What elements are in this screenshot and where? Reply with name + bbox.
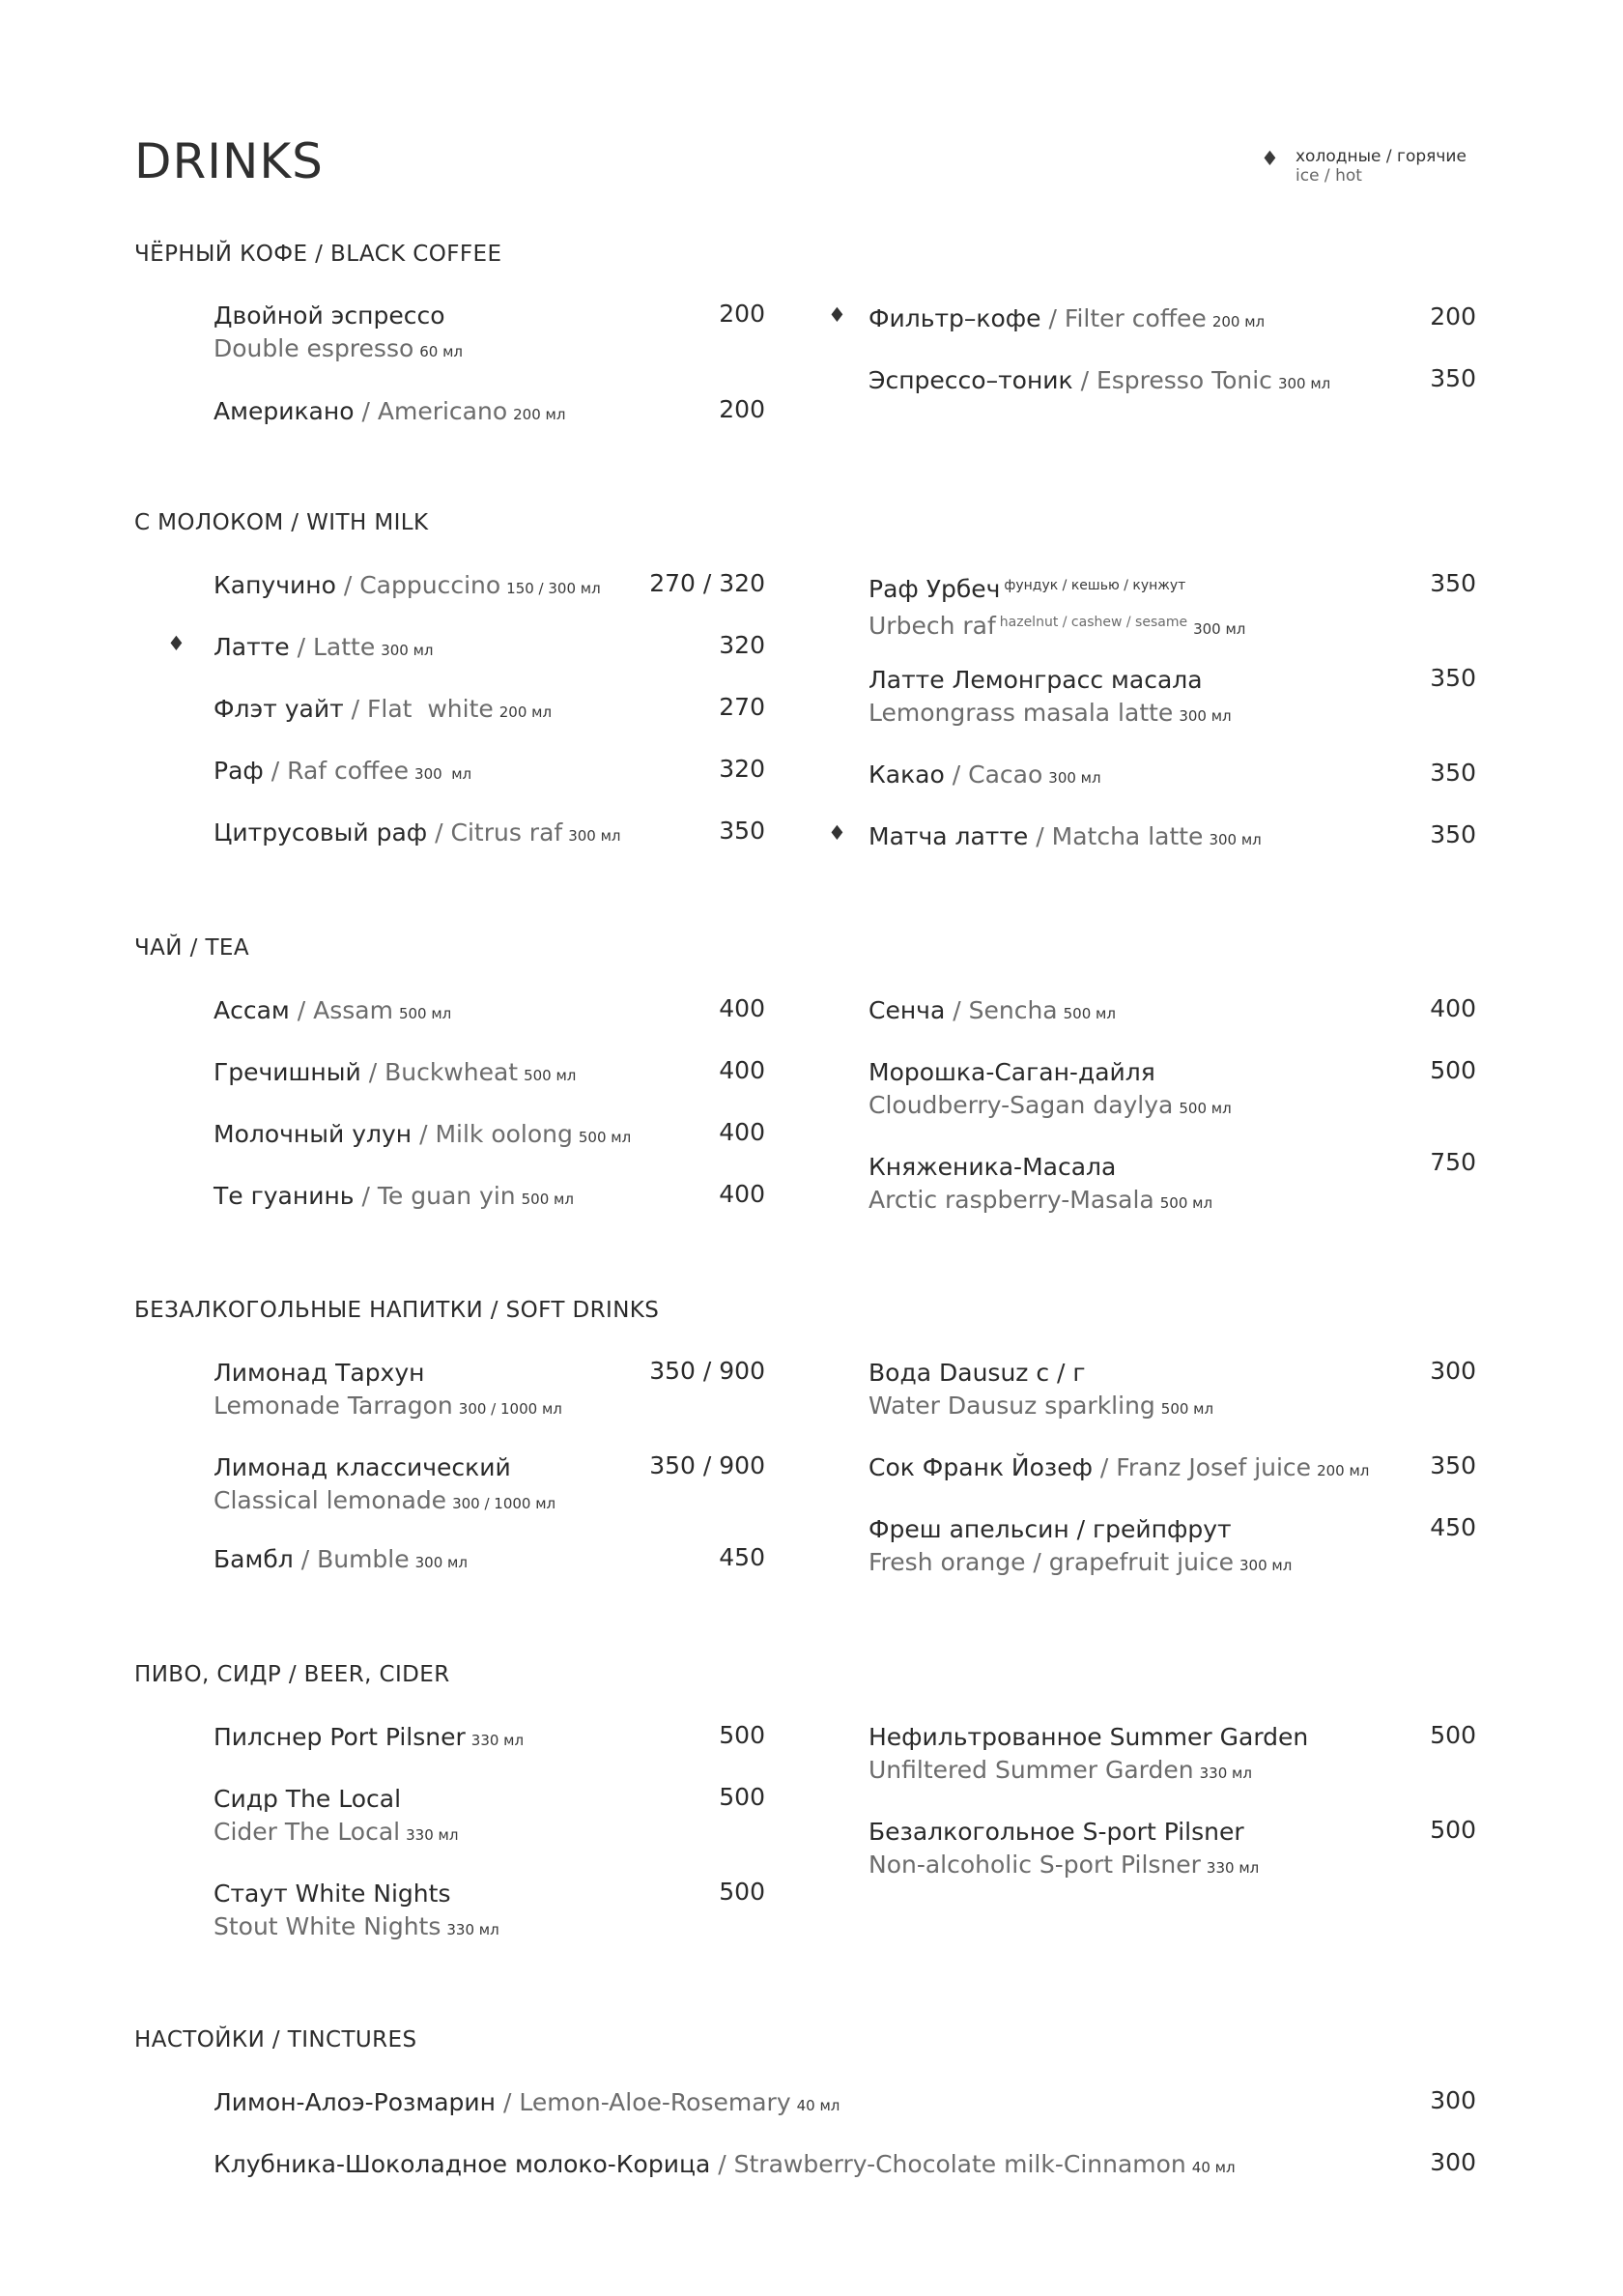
- item-price: 400: [719, 1180, 765, 1208]
- item-price: 320: [719, 631, 765, 659]
- diamond-icon: ♦: [828, 821, 846, 845]
- menu-item: Раф / Raf coffee 300 мл: [214, 757, 472, 785]
- item-price: 500: [719, 1783, 765, 1811]
- item-price: 350: [1430, 759, 1476, 787]
- item-price: 350: [1430, 364, 1476, 392]
- item-price: 500: [719, 1878, 765, 1906]
- item-price: 350: [1430, 664, 1476, 692]
- menu-item: Раф Урбеч $^{фундук / кешью / кунжут}$ Urbech raf $^{hazelnut / cashew / sesame}$ 300 мл: [868, 575, 1246, 640]
- legend-en: ice / hot: [1296, 166, 1362, 186]
- item-price: 500: [1430, 1721, 1476, 1749]
- legend-ru: холодные / горячие: [1296, 147, 1466, 166]
- item-price: 300: [1430, 2086, 1476, 2114]
- menu-item: Морошка-Саган-дайля Cloudberry-Sagan daylya 500 мл: [868, 1058, 1232, 1119]
- menu-item: Лимонад Тархун Lemonade Tarragon 300 / 1000 мл: [214, 1359, 562, 1420]
- item-price: 350: [1430, 820, 1476, 848]
- menu-item: Сок Франк Йозеф / Franz Josef juice 200 мл: [868, 1453, 1370, 1481]
- diamond-icon: ♦: [167, 632, 185, 655]
- menu-item: Гречишный / Buckwheat 500 мл: [214, 1058, 577, 1086]
- menu-item: Безалкогольное S-port Pilsner Non-alcoholic S-port Pilsner 330 мл: [868, 1818, 1260, 1879]
- menu-item: Какао / Cacao 300 мл: [868, 761, 1101, 789]
- menu-item: Пилснер Port Pilsner 330 мл: [214, 1723, 525, 1751]
- menu-item: Латте Лемонграсс масала Lemongrass masala latte 300 мл: [868, 666, 1232, 727]
- section-heading-black-coffee: ЧЁРНЫЙ КОФЕ / BLACK COFFEE: [134, 242, 502, 267]
- diamond-icon: ♦: [1261, 147, 1279, 170]
- section-heading-with-milk: С МОЛОКОМ / WITH MILK: [134, 510, 429, 535]
- menu-item: Флэт уайт / Flat white 200 мл: [214, 695, 553, 723]
- item-price: 750: [1430, 1148, 1476, 1176]
- item-price: 200: [719, 395, 765, 423]
- item-price: 350: [719, 817, 765, 845]
- menu-item: Ассам / Assam 500 мл: [214, 996, 452, 1024]
- diamond-icon: ♦: [828, 303, 846, 327]
- item-price: 350 / 900: [649, 1357, 765, 1385]
- menu-item: Лимонад классический Classical lemonade 300 / 1000 мл: [214, 1453, 556, 1514]
- item-price: 200: [719, 300, 765, 328]
- section-heading-tinctures: НАСТОЙКИ / TINCTURES: [134, 2027, 417, 2052]
- menu-item: Сенча / Sencha 500 мл: [868, 996, 1116, 1024]
- item-price: 400: [1430, 994, 1476, 1022]
- section-heading-beer-cider: ПИВО, СИДР / BEER, CIDER: [134, 1662, 450, 1687]
- menu-item: Вода Dausuz с / г Water Dausuz sparkling 500 мл: [868, 1359, 1214, 1420]
- menu-item: Американо / Americano 200 мл: [214, 397, 566, 425]
- menu-item: Фреш апельсин / грейпфрут Fresh orange / grapefruit juice 300 мл: [868, 1515, 1293, 1576]
- menu-item: Двойной эспрессо Double espresso 60 мл: [214, 301, 464, 362]
- item-price: 350: [1430, 569, 1476, 597]
- item-price: 300: [1430, 2148, 1476, 2176]
- menu-item: Капучино / Cappuccino 150 / 300 мл: [214, 571, 601, 599]
- item-price: 400: [719, 994, 765, 1022]
- menu-item: Фильтр–кофе / Filter coffee 200 мл: [868, 304, 1266, 332]
- item-price: 350 / 900: [649, 1451, 765, 1479]
- menu-item: Бамбл / Bumble 300 мл: [214, 1545, 468, 1573]
- item-price: 300: [1430, 1357, 1476, 1385]
- item-price: 200: [1430, 302, 1476, 330]
- item-price: 350: [1430, 1451, 1476, 1479]
- item-price: 270: [719, 693, 765, 721]
- section-heading-tea: ЧАЙ / TEA: [134, 935, 249, 961]
- item-price: 500: [1430, 1816, 1476, 1844]
- item-price: 450: [1430, 1513, 1476, 1541]
- item-price: 500: [1430, 1056, 1476, 1084]
- page-title: DRINKS: [134, 133, 324, 189]
- menu-item: Молочный улун / Milk oolong 500 мл: [214, 1120, 632, 1148]
- item-price: 270 / 320: [649, 569, 765, 597]
- menu-item: Княженика-Масала Arctic raspberry-Masala 500 мл: [868, 1153, 1213, 1214]
- menu-item: Клубника-Шоколадное молоко-Корица / Strawberry-Chocolate milk-Cinnamon 40 мл: [214, 2150, 1236, 2178]
- menu-item: Эспрессо–тоник / Espresso Tonic 300 мл: [868, 366, 1331, 394]
- section-heading-soft-drinks: БЕЗАЛКОГОЛЬНЫЕ НАПИТКИ / SOFT DRINKS: [134, 1298, 660, 1323]
- menu-item: Те гуанинь / Te guan yin 500 мл: [214, 1182, 574, 1210]
- item-price: 450: [719, 1543, 765, 1571]
- item-price: 400: [719, 1056, 765, 1084]
- menu-item: Нефильтрованное Summer Garden Unfiltered Summer Garden 330 мл: [868, 1723, 1309, 1784]
- menu-item: Латте / Latte 300 мл: [214, 633, 434, 661]
- menu-item: Цитрусовый раф / Citrus raf 300 мл: [214, 818, 621, 847]
- item-price: 320: [719, 755, 765, 783]
- menu-item: Сидр The Local Cider The Local 330 мл: [214, 1785, 459, 1846]
- item-price: 400: [719, 1118, 765, 1146]
- menu-item: Стаут White Nights Stout White Nights 330 мл: [214, 1880, 499, 1940]
- menu-item: Матча латте / Matcha latte 300 мл: [868, 822, 1262, 850]
- menu-item: Лимон-Алоэ-Розмарин / Lemon-Aloe-Rosemary 40 мл: [214, 2088, 840, 2116]
- item-price: 500: [719, 1721, 765, 1749]
